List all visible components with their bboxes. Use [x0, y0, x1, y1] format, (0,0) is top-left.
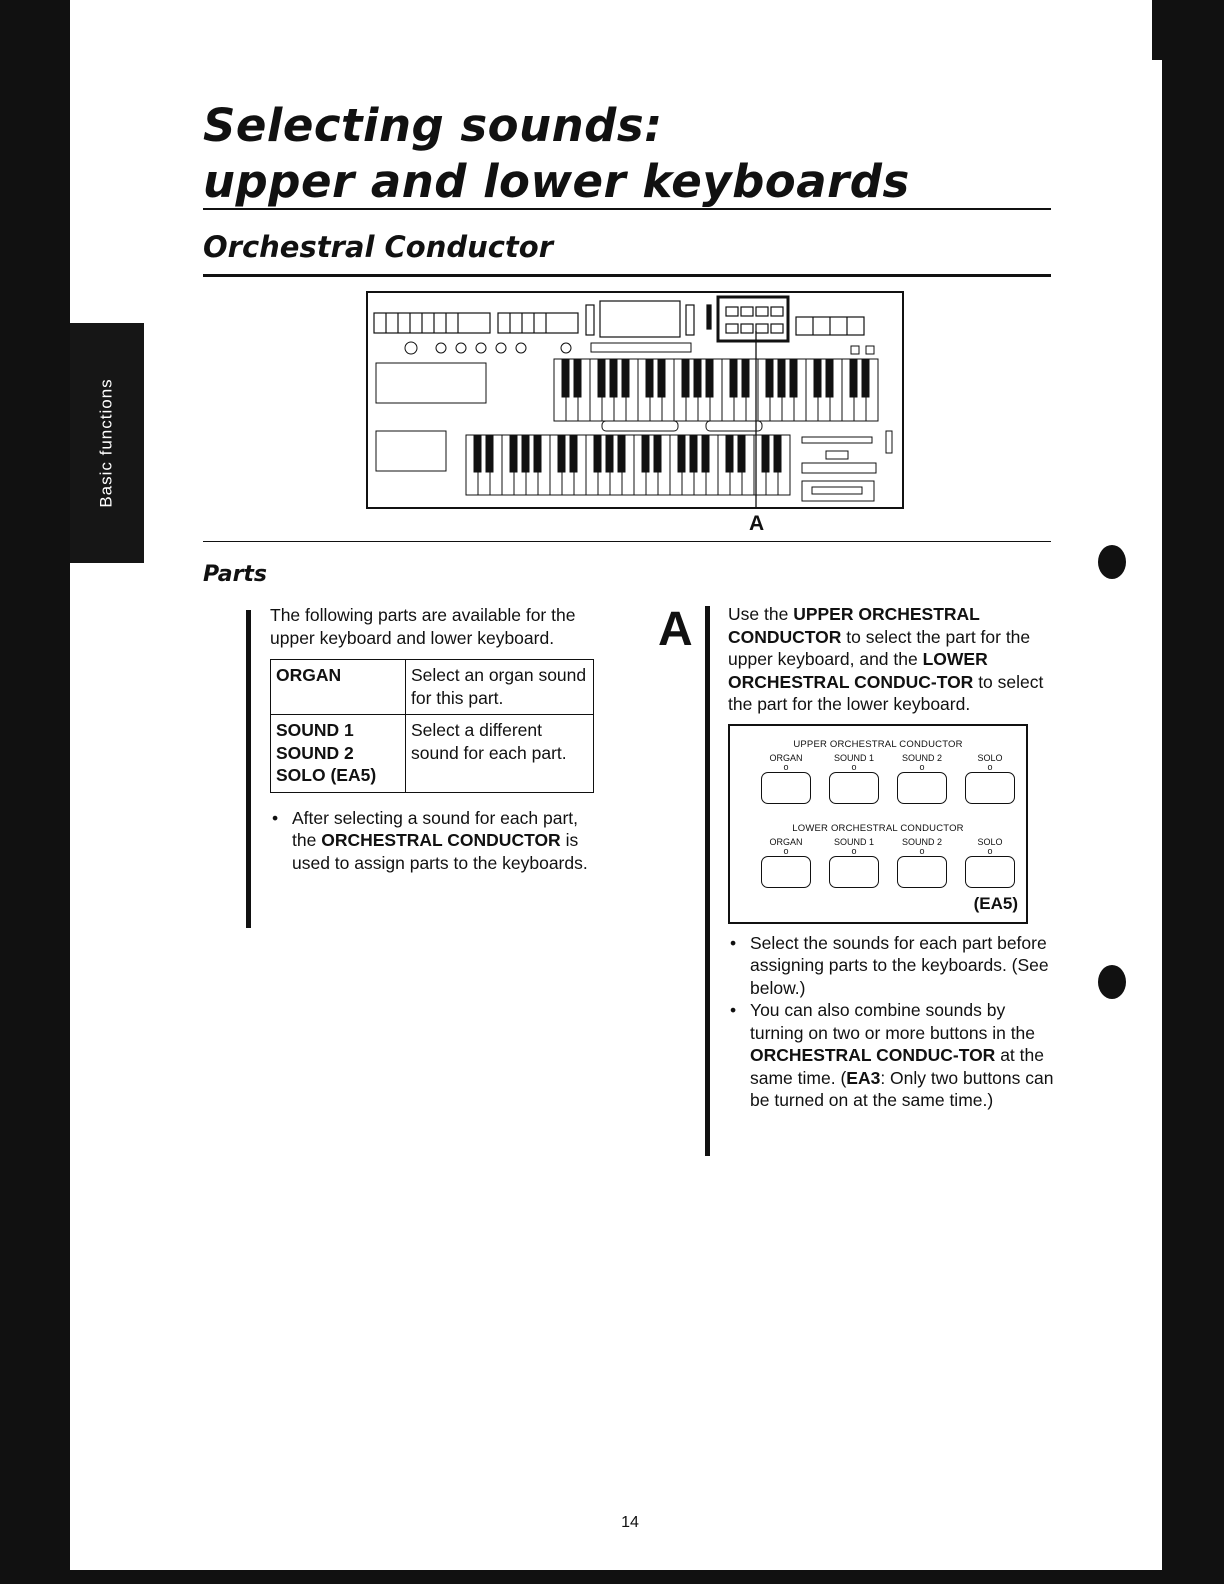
button-label: SOUND 1: [833, 836, 874, 847]
button-label: SOLO: [977, 836, 1003, 847]
divider: [203, 208, 1051, 210]
scan-border-bottom: [0, 1570, 1224, 1584]
page-number: 14: [621, 1514, 639, 1531]
button-label: ORGAN: [769, 752, 803, 763]
margin-bar: [246, 610, 251, 928]
page-title-line2: upper and lower keyboards: [203, 155, 910, 208]
parts-intro: The following parts are available for the upper keyboard and lower keyboard.: [270, 605, 576, 648]
button-label: SOLO: [977, 752, 1003, 763]
part-description: Select a different sound for each part.: [406, 715, 594, 793]
orchestral-conductor-panel: [728, 724, 1028, 924]
indicator-led: o: [783, 845, 789, 856]
divider: [203, 274, 1051, 277]
parts-notes: [270, 807, 600, 875]
punch-hole: [1098, 545, 1126, 579]
table-row: [271, 660, 594, 715]
section-title: Orchestral Conductor: [203, 230, 554, 264]
indicator-led: o: [987, 761, 993, 772]
upper-keyboard: [554, 359, 878, 421]
indicator-led: o: [919, 845, 925, 856]
margin-bar: [705, 606, 710, 1156]
model-tag: (EA5): [973, 894, 1018, 913]
part-name: SOUND 1: [276, 720, 354, 740]
part-description: Select an organ sound for this part.: [406, 660, 594, 715]
indicator-led: o: [919, 761, 925, 772]
divider: [203, 541, 1051, 542]
note-bold: EA3: [846, 1067, 881, 1088]
upper-sound1-button: [829, 772, 879, 804]
scan-border-notch: [1152, 0, 1162, 60]
upper-solo-button: [965, 772, 1015, 804]
part-name: SOLO (EA5): [276, 765, 377, 785]
callout-text-run: to select the part for the upper keyboard, and the: [728, 626, 1031, 669]
lower-sound2-button: [897, 856, 947, 888]
parts-heading: Parts: [203, 562, 268, 587]
button-label: SOUND 1: [833, 752, 874, 763]
note-text: : Only two buttons can be turned on at the same time.): [750, 1067, 1054, 1110]
list-item: [728, 999, 1058, 1112]
diagram-callout-label: A: [749, 512, 765, 535]
note-bold: ORCHESTRAL CONDUC-TOR: [750, 1045, 996, 1065]
callout-text-run: Use the: [728, 604, 794, 624]
lower-solo-button: [965, 856, 1015, 888]
list-item: • Select the sounds for each part before assigning parts to the keyboards. (See below.): [728, 932, 1058, 1000]
lower-sound1-button: [829, 856, 879, 888]
page-title: [203, 98, 910, 210]
callout-notes: [728, 932, 1058, 1112]
note-text: You can also combine sounds by turning on two or more buttons in the: [750, 1000, 1036, 1043]
section-tab: [70, 323, 144, 563]
punch-hole: [1098, 965, 1126, 999]
parts-column: [270, 604, 600, 874]
lower-organ-button: [761, 856, 811, 888]
callout-bold-run: LOWER ORCHESTRAL CONDUC-TOR: [728, 649, 988, 692]
part-name: SOUND 2: [276, 742, 354, 763]
callout-letter: A: [658, 603, 693, 656]
lower-conductor-title: LOWER ORCHESTRAL CONDUCTOR: [792, 822, 964, 834]
part-name: ORGAN: [276, 665, 342, 685]
parts-table: [270, 659, 594, 793]
note-text: After selecting a sound for each part, the: [292, 807, 578, 850]
section-tab-label: Basic functions: [97, 378, 116, 508]
page-title-line1: Selecting sounds:: [203, 99, 663, 152]
lower-keyboard: [466, 435, 790, 495]
indicator-led: o: [783, 761, 789, 772]
callout-column: [728, 603, 1058, 1112]
callout-text: [728, 603, 1058, 716]
indicator-led: o: [851, 761, 857, 772]
note-bold: ORCHESTRAL CONDUCTOR: [321, 830, 561, 850]
button-label: ORGAN: [769, 836, 803, 847]
indicator-led: o: [987, 845, 993, 856]
scan-border-left: [0, 0, 70, 1584]
callout-text-run: to select the part for the lower keyboard.: [728, 671, 1044, 714]
upper-organ-button: [761, 772, 811, 804]
table-row: [271, 715, 594, 793]
indicator-led: o: [851, 845, 857, 856]
part-name-cell: [271, 715, 406, 793]
callout-bold-run: UPPER ORCHESTRAL CONDUCTOR: [728, 604, 980, 647]
button-label: SOUND 2: [901, 836, 942, 847]
upper-conductor-title: UPPER ORCHESTRAL CONDUCTOR: [793, 738, 963, 750]
button-label: SOUND 2: [901, 752, 942, 763]
instrument-panel-diagram: [366, 291, 906, 511]
note-text: at the same time. (: [750, 1045, 1044, 1088]
scan-border-right: [1162, 0, 1224, 1584]
part-name-cell: [271, 660, 406, 715]
list-item: [270, 807, 600, 875]
upper-sound2-button: [897, 772, 947, 804]
note-text: is used to assign parts to the keyboards.: [292, 830, 588, 873]
